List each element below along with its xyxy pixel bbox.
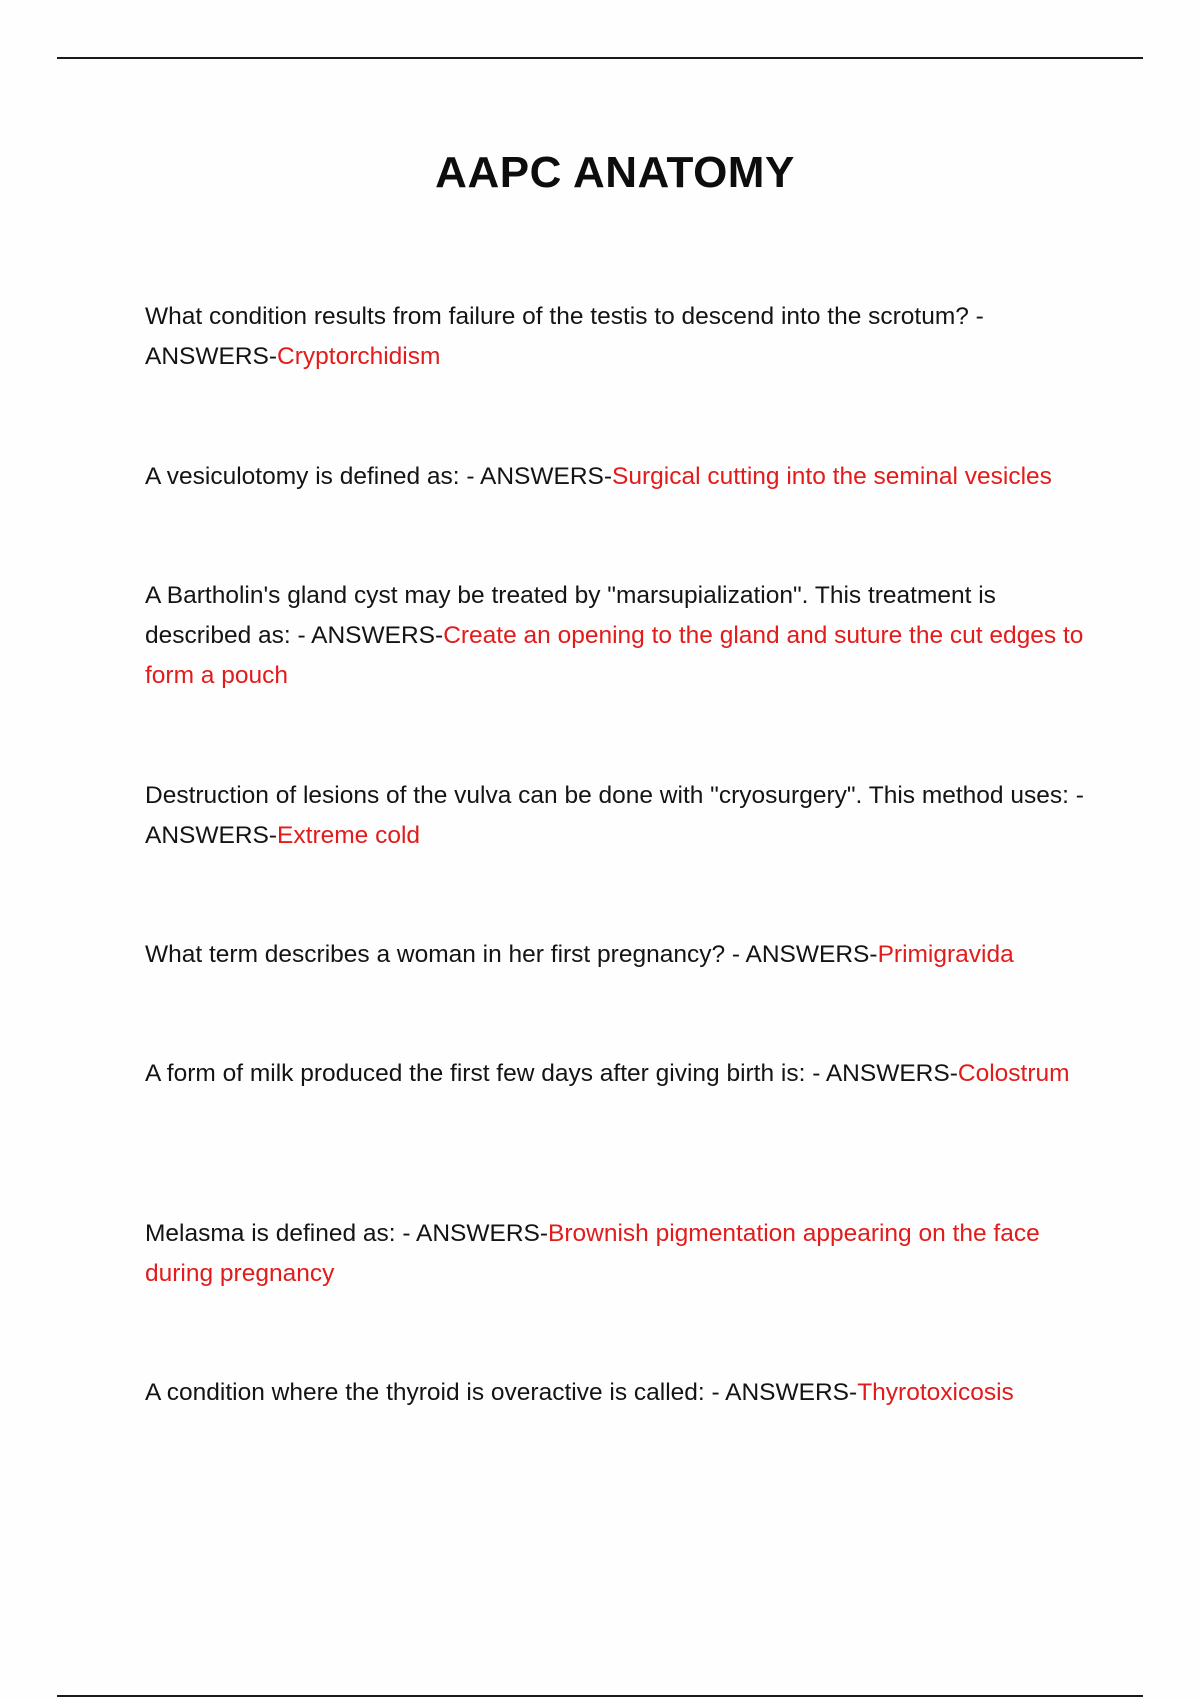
question-text: A condition where the thyroid is overactive is called: - [145,1379,726,1406]
question-text: Melasma is defined as: - [145,1220,416,1247]
answer-text: Thyrotoxicosis [857,1379,1014,1406]
answer-prefix: ANSWERS- [311,622,444,649]
qa-item-7 [145,1214,1095,1294]
answer-text: Primigravida [877,941,1014,968]
answer-text: Extreme cold [277,822,421,849]
question-text: What condition results from failure of the testis to descend into the scrotum? - [145,303,984,330]
answer-prefix: ANSWERS- [145,343,278,370]
header-rule [57,57,1143,59]
answer-text: Create an opening to the gland and suture the cut edges to form a pouch [145,622,1084,689]
answer-text: Colostrum [957,1060,1070,1087]
page-title: AAPC ANATOMY [435,148,795,197]
question-text: Destruction of lesions of the vulva can be done with "cryosurgery". This method uses: - [145,782,1084,809]
answer-text: Surgical cutting into the seminal vesicles [612,463,1052,490]
answer-text: Cryptorchidism [277,343,441,370]
qa-item-8 [145,1373,1095,1413]
qa-item-4 [145,776,1095,856]
qa-item-6 [145,1054,1095,1094]
qa-item-2 [145,457,1095,497]
question-text: A vesiculotomy is defined as: - [145,463,480,490]
answer-prefix: ANSWERS- [745,941,878,968]
question-text: A Bartholin's gland cyst may be treated by "marsupialization". This treatment is described as: - [145,582,996,649]
question-text: What term describes a woman in her first pregnancy? - [145,941,746,968]
qa-item-3 [145,576,1095,696]
answer-prefix: ANSWERS- [825,1060,958,1087]
answer-prefix: ANSWERS- [480,463,613,490]
footer-rule [57,1695,1143,1697]
question-text: A form of milk produced the first few days after giving birth is: - [145,1060,826,1087]
qa-item-5 [145,935,1095,975]
answer-text: Brownish pigmentation appearing on the face during pregnancy [145,1220,1040,1287]
answer-prefix: ANSWERS- [415,1220,549,1247]
answer-prefix: ANSWERS- [145,822,278,849]
qa-item-1 [145,297,1095,377]
answer-prefix: ANSWERS- [725,1379,858,1406]
